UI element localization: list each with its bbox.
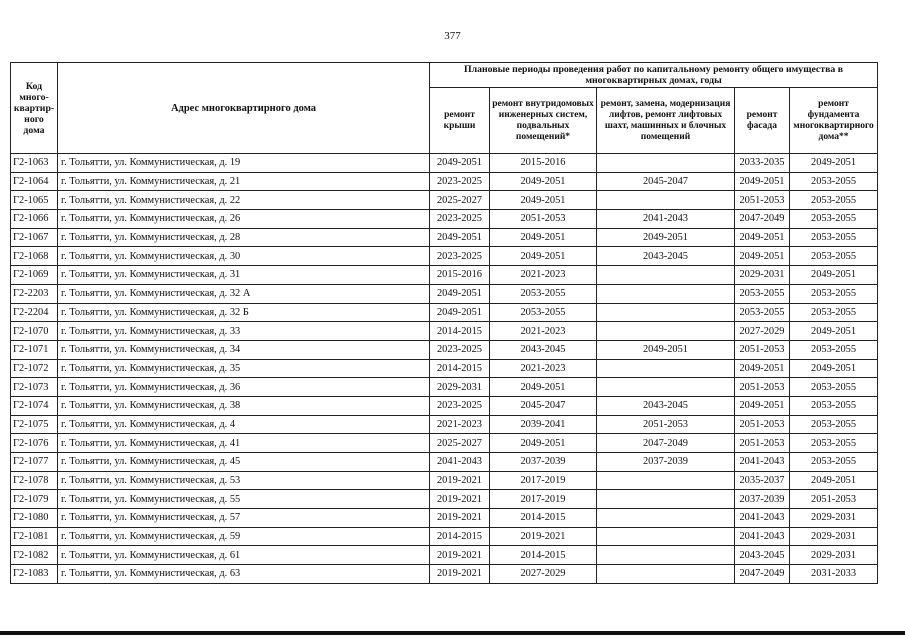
table-row bbox=[11, 284, 878, 303]
cell-foundation: 2053-2055 bbox=[790, 247, 878, 266]
cell-lifts bbox=[597, 527, 735, 546]
cell-foundation: 2031-2033 bbox=[790, 565, 878, 584]
cell-foundation: 2053-2055 bbox=[790, 228, 878, 247]
cell-lifts bbox=[597, 490, 735, 509]
header-roof: ремонт крыши bbox=[430, 88, 490, 154]
cell-foundation: 2053-2055 bbox=[790, 415, 878, 434]
cell-foundation: 2053-2055 bbox=[790, 210, 878, 229]
cell-lifts: 2051-2053 bbox=[597, 415, 735, 434]
cell-roof: 2014-2015 bbox=[430, 527, 490, 546]
cell-address: г. Тольятти, ул. Коммунистическая, д. 31 bbox=[58, 266, 430, 285]
cell-lifts bbox=[597, 359, 735, 378]
header-periods-group: Плановые периоды проведения работ по капитальному ремонту общего имущества в многоквартирных домах, годы bbox=[430, 63, 878, 88]
table-header bbox=[11, 63, 878, 154]
cell-systems: 2049-2051 bbox=[490, 434, 597, 453]
cell-roof: 2049-2051 bbox=[430, 228, 490, 247]
header-foundation: ремонт фундамента многоквартирного дома** bbox=[790, 88, 878, 154]
cell-facade: 2041-2043 bbox=[735, 527, 790, 546]
cell-address: г. Тольятти, ул. Коммунистическая, д. 28 bbox=[58, 228, 430, 247]
cell-lifts bbox=[597, 322, 735, 341]
cell-lifts: 2041-2043 bbox=[597, 210, 735, 229]
cell-foundation: 2053-2055 bbox=[790, 340, 878, 359]
cell-roof: 2019-2021 bbox=[430, 509, 490, 528]
cell-facade: 2043-2045 bbox=[735, 546, 790, 565]
table-row bbox=[11, 565, 878, 584]
cell-systems: 2027-2029 bbox=[490, 565, 597, 584]
cell-systems: 2049-2051 bbox=[490, 247, 597, 266]
cell-roof: 2025-2027 bbox=[430, 191, 490, 210]
cell-address: г. Тольятти, ул. Коммунистическая, д. 4 bbox=[58, 415, 430, 434]
cell-facade: 2049-2051 bbox=[735, 396, 790, 415]
cell-code: Г2-2204 bbox=[11, 303, 58, 322]
cell-code: Г2-1070 bbox=[11, 322, 58, 341]
cell-foundation: 2029-2031 bbox=[790, 527, 878, 546]
cell-lifts: 2037-2039 bbox=[597, 453, 735, 472]
cell-facade: 2051-2053 bbox=[735, 415, 790, 434]
table-row bbox=[11, 210, 878, 229]
cell-address: г. Тольятти, ул. Коммунистическая, д. 21 bbox=[58, 172, 430, 191]
header-systems: ремонт внутридомовых инженерных систем, подвальных помещений* bbox=[490, 88, 597, 154]
cell-foundation: 2053-2055 bbox=[790, 378, 878, 397]
table-row bbox=[11, 322, 878, 341]
cell-systems: 2039-2041 bbox=[490, 415, 597, 434]
cell-facade: 2047-2049 bbox=[735, 565, 790, 584]
cell-foundation: 2049-2051 bbox=[790, 154, 878, 173]
cell-systems: 2053-2055 bbox=[490, 284, 597, 303]
table-row bbox=[11, 303, 878, 322]
cell-roof: 2049-2051 bbox=[430, 303, 490, 322]
table-row bbox=[11, 527, 878, 546]
cell-foundation: 2049-2051 bbox=[790, 322, 878, 341]
cell-roof: 2029-2031 bbox=[430, 378, 490, 397]
cell-lifts bbox=[597, 509, 735, 528]
cell-systems: 2051-2053 bbox=[490, 210, 597, 229]
cell-systems: 2053-2055 bbox=[490, 303, 597, 322]
cell-foundation: 2053-2055 bbox=[790, 172, 878, 191]
cell-roof: 2049-2051 bbox=[430, 284, 490, 303]
cell-address: г. Тольятти, ул. Коммунистическая, д. 55 bbox=[58, 490, 430, 509]
cell-lifts: 2043-2045 bbox=[597, 396, 735, 415]
cell-foundation: 2049-2051 bbox=[790, 266, 878, 285]
cell-systems: 2021-2023 bbox=[490, 359, 597, 378]
table-row bbox=[11, 247, 878, 266]
cell-systems: 2019-2021 bbox=[490, 527, 597, 546]
cell-facade: 2051-2053 bbox=[735, 340, 790, 359]
cell-systems: 2017-2019 bbox=[490, 471, 597, 490]
cell-address: г. Тольятти, ул. Коммунистическая, д. 63 bbox=[58, 565, 430, 584]
cell-code: Г2-1079 bbox=[11, 490, 58, 509]
cell-facade: 2037-2039 bbox=[735, 490, 790, 509]
cell-code: Г2-1071 bbox=[11, 340, 58, 359]
cell-systems: 2049-2051 bbox=[490, 191, 597, 210]
cell-code: Г2-1083 bbox=[11, 565, 58, 584]
cell-lifts bbox=[597, 378, 735, 397]
cell-address: г. Тольятти, ул. Коммунистическая, д. 61 bbox=[58, 546, 430, 565]
cell-facade: 2035-2037 bbox=[735, 471, 790, 490]
cell-code: Г2-1076 bbox=[11, 434, 58, 453]
cell-address: г. Тольятти, ул. Коммунистическая, д. 59 bbox=[58, 527, 430, 546]
cell-address: г. Тольятти, ул. Коммунистическая, д. 57 bbox=[58, 509, 430, 528]
cell-code: Г2-1066 bbox=[11, 210, 58, 229]
cell-systems: 2049-2051 bbox=[490, 228, 597, 247]
table-row bbox=[11, 415, 878, 434]
cell-roof: 2014-2015 bbox=[430, 322, 490, 341]
cell-systems: 2049-2051 bbox=[490, 378, 597, 397]
cell-systems: 2021-2023 bbox=[490, 266, 597, 285]
bottom-rule bbox=[0, 631, 905, 635]
cell-facade: 2049-2051 bbox=[735, 172, 790, 191]
cell-roof: 2019-2021 bbox=[430, 490, 490, 509]
cell-address: г. Тольятти, ул. Коммунистическая, д. 38 bbox=[58, 396, 430, 415]
cell-systems: 2043-2045 bbox=[490, 340, 597, 359]
cell-address: г. Тольятти, ул. Коммунистическая, д. 26 bbox=[58, 210, 430, 229]
cell-code: Г2-1067 bbox=[11, 228, 58, 247]
table-row bbox=[11, 434, 878, 453]
cell-lifts: 2049-2051 bbox=[597, 340, 735, 359]
table-row bbox=[11, 546, 878, 565]
cell-roof: 2023-2025 bbox=[430, 396, 490, 415]
table-row bbox=[11, 453, 878, 472]
cell-systems: 2045-2047 bbox=[490, 396, 597, 415]
cell-address: г. Тольятти, ул. Коммунистическая, д. 53 bbox=[58, 471, 430, 490]
cell-lifts bbox=[597, 471, 735, 490]
cell-address: г. Тольятти, ул. Коммунистическая, д. 35 bbox=[58, 359, 430, 378]
cell-address: г. Тольятти, ул. Коммунистическая, д. 36 bbox=[58, 378, 430, 397]
cell-systems: 2015-2016 bbox=[490, 154, 597, 173]
cell-code: Г2-1073 bbox=[11, 378, 58, 397]
table-row bbox=[11, 191, 878, 210]
cell-facade: 2029-2031 bbox=[735, 266, 790, 285]
cell-facade: 2051-2053 bbox=[735, 191, 790, 210]
cell-address: г. Тольятти, ул. Коммунистическая, д. 34 bbox=[58, 340, 430, 359]
cell-code: Г2-1072 bbox=[11, 359, 58, 378]
cell-lifts bbox=[597, 284, 735, 303]
cell-facade: 2051-2053 bbox=[735, 378, 790, 397]
cell-roof: 2023-2025 bbox=[430, 247, 490, 266]
page-number: 377 bbox=[444, 30, 461, 42]
cell-roof: 2015-2016 bbox=[430, 266, 490, 285]
cell-facade: 2049-2051 bbox=[735, 228, 790, 247]
header-lifts: ремонт, замена, модернизация лифтов, ремонт лифтовых шахт, машинных и блочных помещений bbox=[597, 88, 735, 154]
table-row bbox=[11, 340, 878, 359]
cell-lifts bbox=[597, 303, 735, 322]
header-facade: ремонт фасада bbox=[735, 88, 790, 154]
cell-address: г. Тольятти, ул. Коммунистическая, д. 32 А bbox=[58, 284, 430, 303]
cell-foundation: 2029-2031 bbox=[790, 546, 878, 565]
cell-foundation: 2053-2055 bbox=[790, 453, 878, 472]
cell-foundation: 2051-2053 bbox=[790, 490, 878, 509]
cell-code: Г2-1078 bbox=[11, 471, 58, 490]
cell-code: Г2-1074 bbox=[11, 396, 58, 415]
cell-facade: 2053-2055 bbox=[735, 284, 790, 303]
cell-roof: 2019-2021 bbox=[430, 546, 490, 565]
cell-code: Г2-1069 bbox=[11, 266, 58, 285]
cell-foundation: 2053-2055 bbox=[790, 303, 878, 322]
cell-foundation: 2053-2055 bbox=[790, 434, 878, 453]
cell-systems: 2037-2039 bbox=[490, 453, 597, 472]
cell-roof: 2019-2021 bbox=[430, 565, 490, 584]
cell-facade: 2033-2035 bbox=[735, 154, 790, 173]
cell-foundation: 2053-2055 bbox=[790, 396, 878, 415]
cell-roof: 2019-2021 bbox=[430, 471, 490, 490]
capital-repair-table bbox=[10, 62, 878, 584]
cell-foundation: 2053-2055 bbox=[790, 191, 878, 210]
cell-facade: 2049-2051 bbox=[735, 247, 790, 266]
table-row bbox=[11, 509, 878, 528]
cell-systems: 2021-2023 bbox=[490, 322, 597, 341]
table-row bbox=[11, 228, 878, 247]
header-code: Код много-квартир-ного дома bbox=[11, 63, 58, 154]
cell-lifts: 2043-2045 bbox=[597, 247, 735, 266]
table-row bbox=[11, 266, 878, 285]
table-row bbox=[11, 172, 878, 191]
table-row bbox=[11, 471, 878, 490]
cell-code: Г2-1082 bbox=[11, 546, 58, 565]
cell-foundation: 2053-2055 bbox=[790, 284, 878, 303]
cell-foundation: 2049-2051 bbox=[790, 471, 878, 490]
cell-lifts bbox=[597, 191, 735, 210]
cell-code: Г2-1081 bbox=[11, 527, 58, 546]
cell-code: Г2-1077 bbox=[11, 453, 58, 472]
cell-lifts bbox=[597, 546, 735, 565]
cell-address: г. Тольятти, ул. Коммунистическая, д. 22 bbox=[58, 191, 430, 210]
cell-roof: 2025-2027 bbox=[430, 434, 490, 453]
cell-address: г. Тольятти, ул. Коммунистическая, д. 32 Б bbox=[58, 303, 430, 322]
cell-roof: 2023-2025 bbox=[430, 172, 490, 191]
table-row bbox=[11, 396, 878, 415]
cell-lifts: 2047-2049 bbox=[597, 434, 735, 453]
cell-code: Г2-2203 bbox=[11, 284, 58, 303]
cell-code: Г2-1065 bbox=[11, 191, 58, 210]
cell-lifts bbox=[597, 266, 735, 285]
cell-facade: 2041-2043 bbox=[735, 453, 790, 472]
cell-facade: 2047-2049 bbox=[735, 210, 790, 229]
table-row bbox=[11, 378, 878, 397]
cell-facade: 2051-2053 bbox=[735, 434, 790, 453]
cell-systems: 2017-2019 bbox=[490, 490, 597, 509]
header-address: Адрес многоквартирного дома bbox=[58, 63, 430, 154]
table-body bbox=[11, 154, 878, 584]
cell-address: г. Тольятти, ул. Коммунистическая, д. 33 bbox=[58, 322, 430, 341]
cell-facade: 2053-2055 bbox=[735, 303, 790, 322]
cell-lifts bbox=[597, 565, 735, 584]
cell-code: Г2-1080 bbox=[11, 509, 58, 528]
cell-roof: 2041-2043 bbox=[430, 453, 490, 472]
cell-code: Г2-1063 bbox=[11, 154, 58, 173]
cell-code: Г2-1068 bbox=[11, 247, 58, 266]
cell-code: Г2-1075 bbox=[11, 415, 58, 434]
cell-facade: 2027-2029 bbox=[735, 322, 790, 341]
cell-address: г. Тольятти, ул. Коммунистическая, д. 19 bbox=[58, 154, 430, 173]
cell-roof: 2021-2023 bbox=[430, 415, 490, 434]
cell-roof: 2014-2015 bbox=[430, 359, 490, 378]
table-row bbox=[11, 154, 878, 173]
cell-lifts bbox=[597, 154, 735, 173]
cell-roof: 2023-2025 bbox=[430, 210, 490, 229]
cell-code: Г2-1064 bbox=[11, 172, 58, 191]
table-row bbox=[11, 359, 878, 378]
cell-address: г. Тольятти, ул. Коммунистическая, д. 45 bbox=[58, 453, 430, 472]
cell-systems: 2014-2015 bbox=[490, 509, 597, 528]
cell-facade: 2041-2043 bbox=[735, 509, 790, 528]
cell-lifts: 2049-2051 bbox=[597, 228, 735, 247]
cell-roof: 2023-2025 bbox=[430, 340, 490, 359]
cell-foundation: 2029-2031 bbox=[790, 509, 878, 528]
cell-address: г. Тольятти, ул. Коммунистическая, д. 41 bbox=[58, 434, 430, 453]
cell-lifts: 2045-2047 bbox=[597, 172, 735, 191]
table-row bbox=[11, 490, 878, 509]
cell-facade: 2049-2051 bbox=[735, 359, 790, 378]
cell-systems: 2049-2051 bbox=[490, 172, 597, 191]
cell-address: г. Тольятти, ул. Коммунистическая, д. 30 bbox=[58, 247, 430, 266]
cell-foundation: 2049-2051 bbox=[790, 359, 878, 378]
cell-roof: 2049-2051 bbox=[430, 154, 490, 173]
cell-systems: 2014-2015 bbox=[490, 546, 597, 565]
